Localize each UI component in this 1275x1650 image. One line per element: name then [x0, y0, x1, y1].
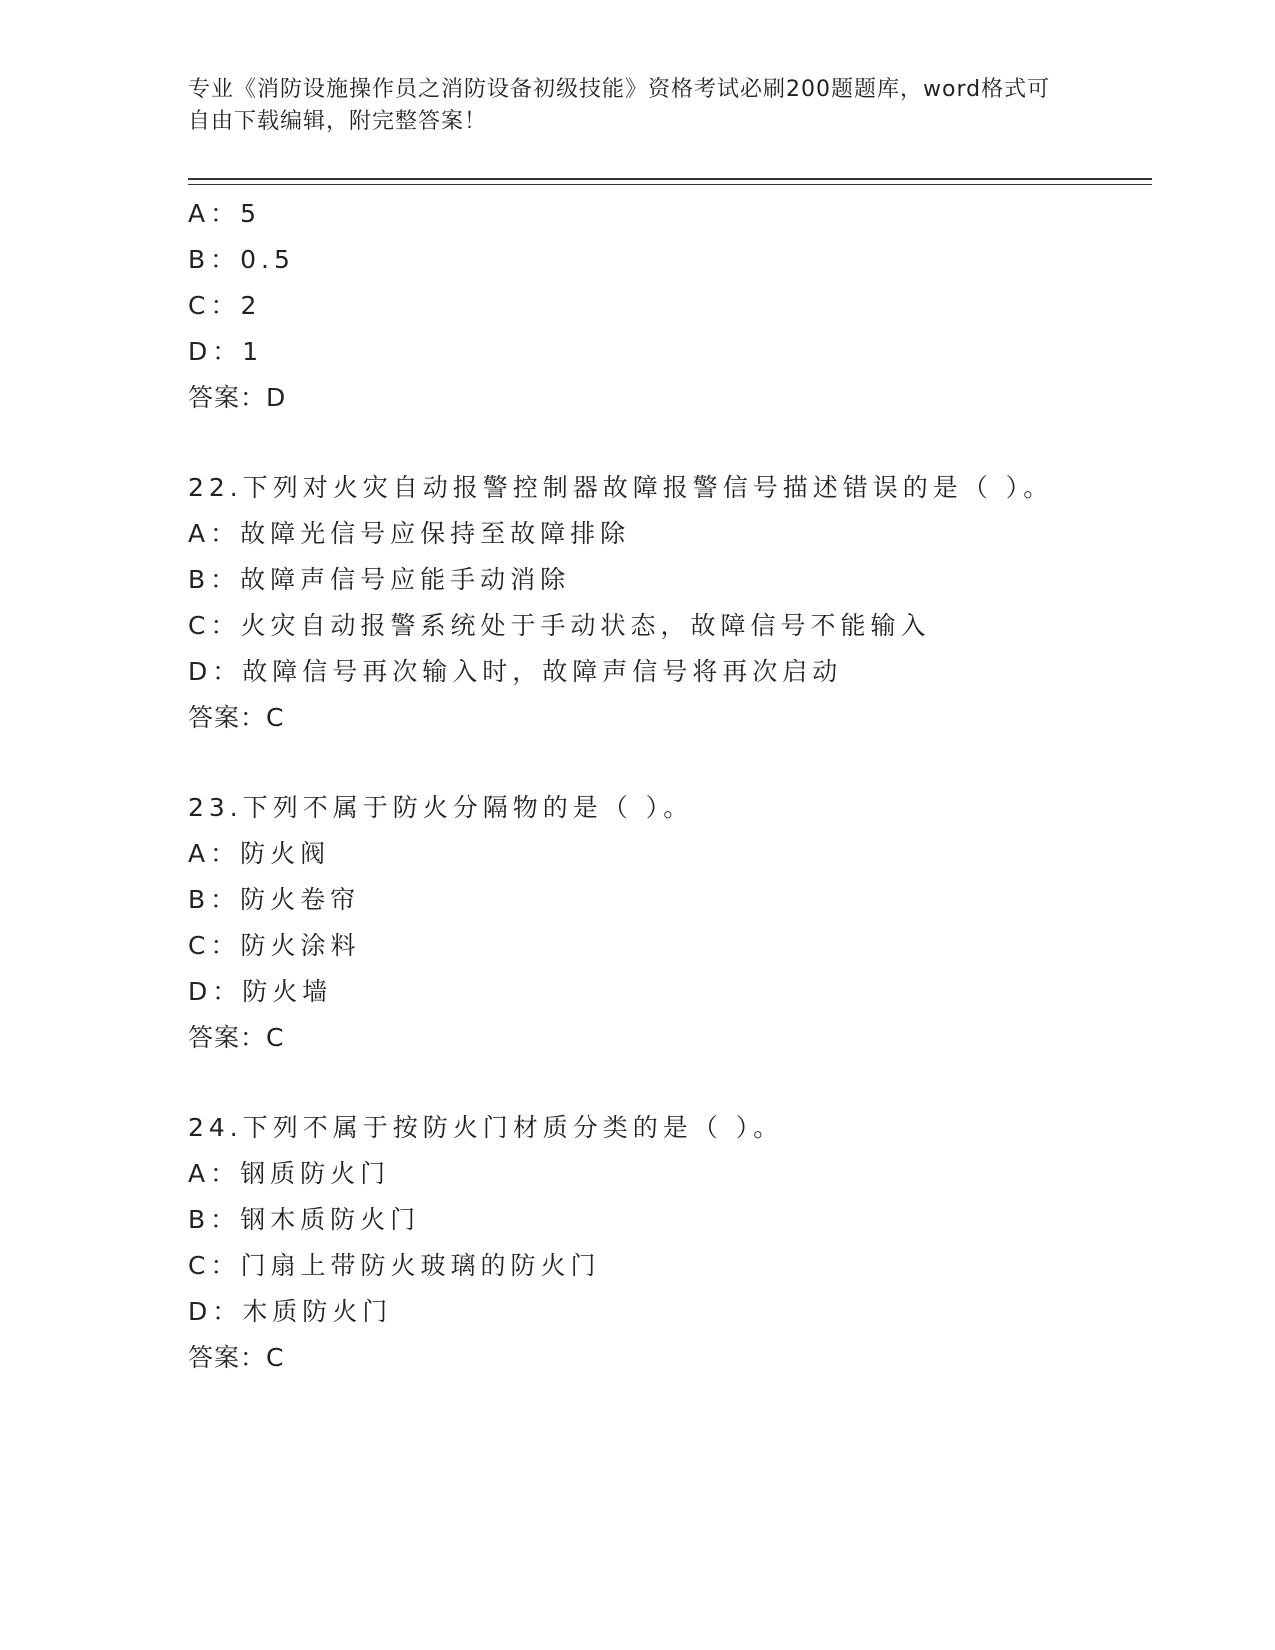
question-24-block	[188, 1105, 1148, 1381]
option-b: B：0.5	[188, 245, 295, 274]
header-rule-thin	[188, 184, 1152, 185]
option-d: D：木质防火门	[188, 1297, 393, 1326]
option-b: B：故障声信号应能手动消除	[188, 565, 571, 594]
option-c: C：火灾自动报警系统处于手动状态，故障信号不能输入	[188, 611, 931, 640]
question-22-block	[188, 465, 1148, 741]
spacer	[188, 1061, 1148, 1105]
answer-line: 答案：D	[188, 383, 287, 412]
option-c: C：防火涂料	[188, 931, 361, 960]
question-text: 22.下列对火灾自动报警控制器故障报警信号描述错误的是（ ）。	[188, 473, 1054, 502]
option-a: A：5	[188, 199, 262, 228]
option-b: B：防火卷帘	[188, 885, 361, 914]
option-c: C：门扇上带防火玻璃的防火门	[188, 1251, 601, 1280]
spacer	[188, 741, 1148, 785]
option-a: A：钢质防火门	[188, 1159, 391, 1188]
answer-line: 答案：C	[188, 1023, 285, 1052]
option-c: C：2	[188, 291, 262, 320]
question-23-block	[188, 785, 1148, 1061]
option-b: B：钢木质防火门	[188, 1205, 421, 1234]
option-d: D：1	[188, 337, 264, 366]
question-list	[188, 191, 1148, 1381]
question-text: 24.下列不属于按防火门材质分类的是（ ）。	[188, 1113, 784, 1142]
question-21-block	[188, 191, 1148, 421]
answer-line: 答案：C	[188, 1343, 285, 1372]
question-text: 23.下列不属于防火分隔物的是（ ）。	[188, 793, 694, 822]
option-d: D：防火墙	[188, 977, 333, 1006]
header-rule-thick	[188, 178, 1152, 180]
option-a: A：故障光信号应保持至故障排除	[188, 519, 631, 548]
option-d: D：故障信号再次输入时，故障声信号将再次启动	[188, 657, 843, 686]
answer-line: 答案：C	[188, 703, 285, 732]
page-header-title: 专业《消防设施操作员之消防设备初级技能》资格考试必刷200题题库，word格式可自由下载编辑，附完整答案！	[188, 77, 1051, 134]
spacer	[188, 421, 1148, 465]
option-a: A：防火阀	[188, 839, 331, 868]
